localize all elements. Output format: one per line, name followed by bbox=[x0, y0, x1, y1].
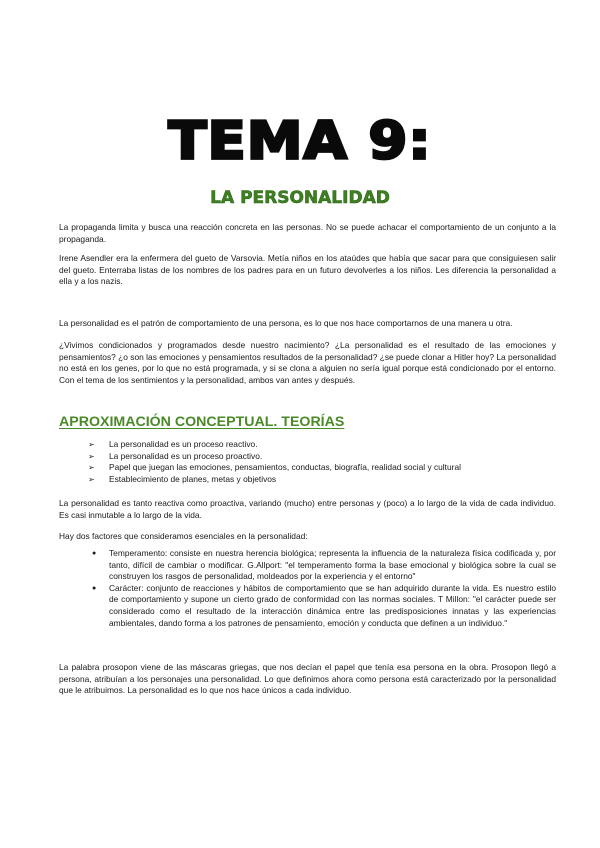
page-subtitle: LA PERSONALIDAD bbox=[210, 188, 390, 209]
factors-intro-paragraph: Hay dos factores que consideramos esenciales en la personalidad: bbox=[59, 531, 308, 541]
arrow-bullet-icon: ➢ bbox=[88, 451, 95, 461]
intro-paragraph-4: ¿Vivimos condicionados y programados desde nuestro nacimiento? ¿La personalidad es el resultado de las emociones y pensamientos? ¿o son las emociones y pensamientos resultados de la personalidad? ¿se puede clonar a Hitler hoy? La personalidad no está en los genes, por lo que no está programada, y si se clona a alguien no sería igual porque está condicionado por el entorno. Con el tema de los sentimientos y la personalidad, ambos van antes y después. bbox=[59, 340, 556, 385]
list-item: ● Temperamento: consiste en nuestra herencia biológica; representa la influencia de la naturaleza física codificada y, por tanto, difícil de cambiar o modificar. G.Allport: "el temperamento forma la base emocional y biológica sobre la cual se construyen los rasgos de personalidad, moldeados por la experiencia y el entorno" bbox=[92, 548, 556, 582]
intro-paragraph-3: La personalidad es el patrón de comportamiento de una persona, es lo que nos hace comportarnos de una manera u otra. bbox=[59, 318, 513, 328]
intro-paragraph-2: Irene Asendler era la enfermera del gueto de Varsovia. Metía niños en los ataúdes que había que sacar para que consiguiesen salir del gueto. Enterraba listas de los nombres de los padres para en un futuro devolverles a los niños. Les diferencia la personalidad a ella y a los nazis. bbox=[59, 253, 556, 287]
factors-list bbox=[92, 548, 556, 629]
reactive-paragraph: La personalidad es tanto reactiva como proactiva, variando (mucho) entre personas y (poco) a lo largo de la vida de cada individuo. Es casi inmutable a lo largo de la vida. bbox=[59, 498, 556, 520]
arrow-bullet-icon: ➢ bbox=[88, 474, 95, 484]
arrow-bullet-icon: ➢ bbox=[88, 463, 95, 473]
page-title: TEMA 9: bbox=[168, 111, 432, 171]
intro-paragraph-1: La propaganda limita y busca una reacción concreta en las personas. No se puede achacar el comportamiento de un conjunto a la propaganda. bbox=[59, 222, 556, 244]
section-heading: APROXIMACIÓN CONCEPTUAL. TEORÍAS bbox=[59, 414, 345, 430]
arrow-bullet-icon: ➢ bbox=[88, 440, 95, 449]
bullet-dot-icon: ● bbox=[92, 584, 97, 592]
arrow-list bbox=[88, 439, 558, 485]
list-item: ➢ Papel que juegan las emociones, pensamientos, conductas, biografía, realidad social y cultural bbox=[88, 462, 461, 473]
list-item: ➢ Establecimiento de planes, metas y objetivos bbox=[88, 473, 277, 484]
prosopon-paragraph: La palabra prosopon viene de las máscaras griegas, que nos decían el papel que tenía esa persona en la obra. Prosopon llegó a persona, atribuían a los personajes una personalidad. Lo que definimos ahora como persona está caracterizado por la personalidad que le atribuimos. La personalidad es lo que nos hace únicos a cada individuo. bbox=[59, 662, 556, 696]
list-item: ● Carácter: conjunto de reacciones y hábitos de comportamiento que se han adquirido durante la vida. Es nuestro estilo de comportamiento y supone un cierto grado de conformidad con las normas sociales. T Millon: "el carácter puede ser considerado como el resultado de la interacción dinámica entre las predisposiciones innatas y las experiencias ambientales, dando forma a los patrones de pensamiento, emoción y conducta que definen a un individuo." bbox=[92, 582, 556, 628]
list-item: ➢ La personalidad es un proceso reactivo. bbox=[88, 439, 258, 449]
bullet-dot-icon: ● bbox=[92, 550, 97, 557]
list-item: ➢ La personalidad es un proceso proactivo. bbox=[88, 450, 263, 461]
